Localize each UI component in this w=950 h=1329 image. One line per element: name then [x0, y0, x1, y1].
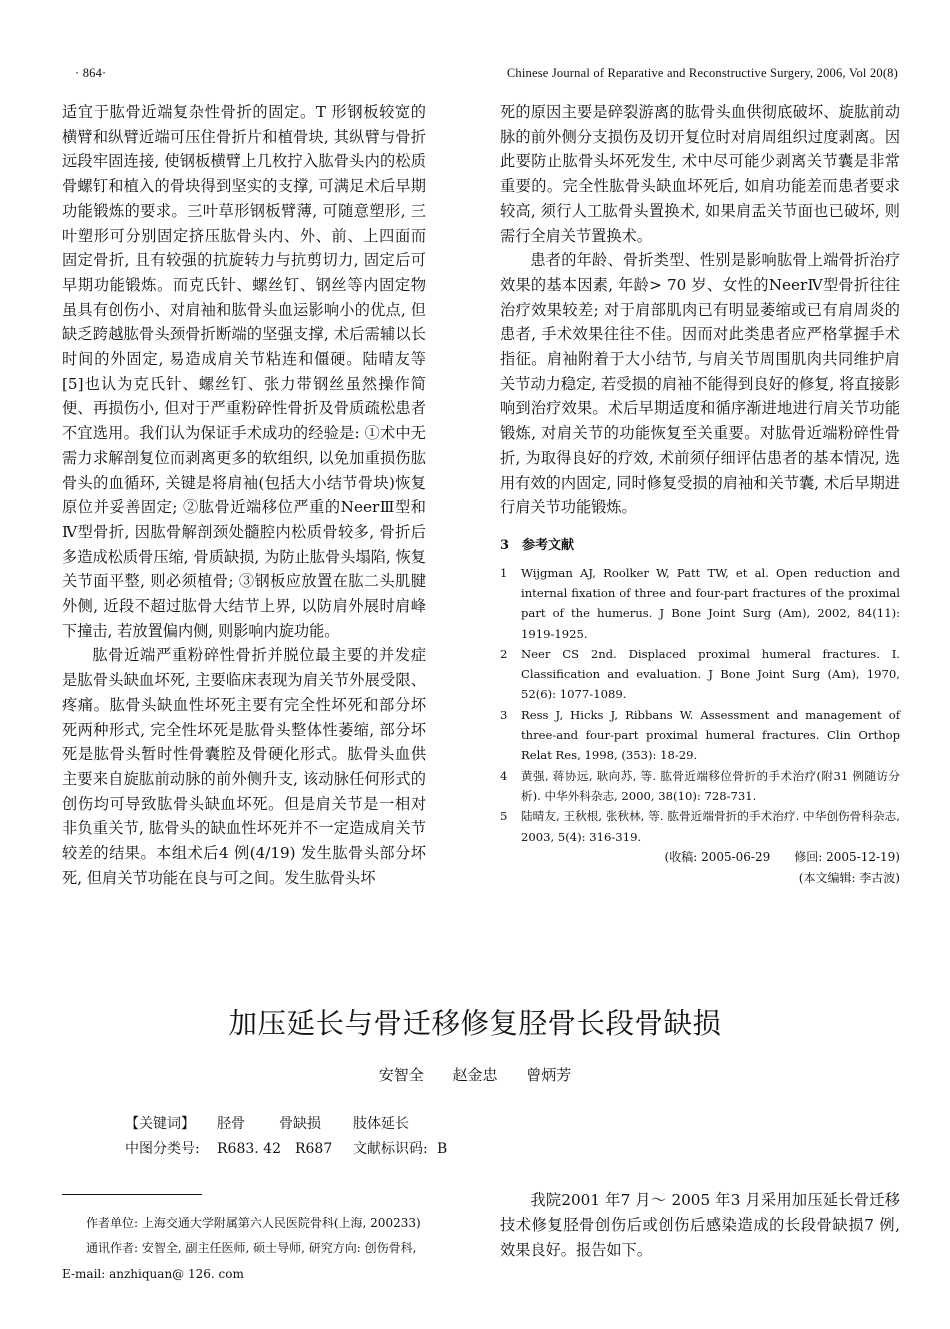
body-paragraph: 死的原因主要是碎裂游离的肱骨头血供彻底破坏、旋肱前动脉的前外侧分支损伤及切开复位时对肩周组织过度剥离。因此要防止肱骨头坏死发生, 术中尽可能少剥离关节囊是非常重要的。完全性肱骨头缺血坏死后, 如肩功能差而患者要求较高, 须行人工肱骨头置换术, 如果肩盂关节面也已破坏, 则需行全肩关节置换术。: [500, 103, 900, 245]
reference-item: 3 Ress J, Hicks J, Ribbans W. Assessment and management of three-and four-part proximal humeral fractures. Clin Orthop Relat Res, 1998, (353): 18-29.: [500, 707, 900, 763]
left-column: [62, 100, 426, 891]
author: 赵金忠: [452, 1066, 498, 1084]
page-number: · 864·: [75, 66, 107, 80]
right-column: [500, 100, 900, 889]
editor-note: (本文编辑: 李古波): [798, 870, 900, 885]
clc-label: 中图分类号:: [125, 1141, 200, 1157]
reference-item: 5 陆晴友, 王秋根, 张秋林, 等. 肱骨近端骨折的手术治疗. 中华创伤骨科杂志, 2003, 5(4): 316-319.: [500, 809, 900, 844]
references-heading: 3 参考文献: [500, 537, 575, 553]
reference-item: 2 Neer CS 2nd. Displaced proximal humeral fractures. I. Classification and evaluation. J Bone Joint Surg (Am), 1970, 52(6): 1077-1089.: [500, 646, 900, 702]
keywords-block: [125, 1112, 447, 1162]
journal-header: Chinese Journal of Reparative and Reconstructive Surgery, 2006, Vol 20(8): [506, 66, 898, 80]
keyword: 胫骨: [217, 1116, 245, 1132]
correspondence: 通讯作者: 安智全, 副主任医师, 硕士导师, 研究方向: 创伤骨科,: [86, 1241, 417, 1255]
intro-paragraph: 我院2001 年7 月～ 2005 年3 月采用加压延长骨迁移技术修复胫骨创伤后或创伤后感染造成的长段骨缺损7 例, 效果良好。报告如下。: [500, 1191, 900, 1259]
author: 安智全: [378, 1066, 424, 1084]
affiliation: 作者单位: 上海交通大学附属第六人民医院骨科(上海, 200233): [86, 1216, 421, 1230]
author: 曾炳芳: [526, 1066, 572, 1084]
body-paragraph: 患者的年龄、骨折类型、性别是影响肱骨上端骨折治疗效果的基本因素, 年龄> 70 岁、女性的NeerⅣ型骨折往往治疗效果较差; 对于肩部肌肉已有明显萎缩或已有肩周炎的患者, 手术效果往往不佳。因而对此类患者应严格掌握手术指征。肩袖附着于大小结节, 与肩关节周围肌肉共同维护肩关节动力稳定, 若受损的肩袖不能得到良好的修复, 将直接影响到治疗效果。术后早期适度和循序渐进地进行肩关节功能锻炼, 对肩关节的功能恢复至关重要。对肱骨近端粉碎性骨折, 为取得良好的疗效, 术前须仔细评估患者的基本情况, 选用有效的内固定, 同时修复受损的肩袖和关节囊, 术后早期进行肩关节功能锻炼。: [500, 251, 900, 517]
body-paragraph: 肱骨近端严重粉碎性骨折并脱位最主要的并发症是肱骨头缺血坏死, 主要临床表现为肩关节外展受限、疼痛。肱骨头缺血性坏死主要有完全性坏死和部分坏死两种形式, 完全性坏死是肱骨头整体性萎缩, 部分坏死是肱骨头暂时性骨囊腔及骨硬化形式。肱骨头血供主要来自旋肱前动脉的前外侧升支, 该动脉任何形式的创伤均可导致肱骨头缺血坏死。但是肩关节是一相对非负重关节, 肱骨头的缺血性坏死并不一定造成肩关节较差的结果。本组术后4 例(4/19) 发生肱骨头部分坏死, 但肩关节功能在良与可之间。发生肱骨头坏: [62, 646, 426, 887]
reference-item: 1 Wijgman AJ, Roolker W, Patt TW, et al. Open reduction and internal fixation of three and four-part fractures of the proximal part of the humerus. J Bone Joint Surg (Am), 2002, 84(11): 1919-1925.: [500, 565, 900, 641]
reference-list: [500, 563, 900, 847]
article-title: 加压延长与骨迁移修复胫骨长段骨缺损: [228, 1007, 722, 1040]
doc-code-value: B: [437, 1141, 448, 1157]
reference-item: 4 黄强, 蒋协远, 耿向苏, 等. 肱骨近端移位骨折的手术治疗(附31 例随访分析). 中华外科杂志, 2000, 38(10): 728-731.: [500, 768, 900, 803]
body-paragraph: 适宜于肱骨近端复杂性骨折的固定。T 形钢板较宽的横臂和纵臂近端可压住骨折片和植骨块, 其纵臂与骨折远段牢固连接, 使钢板横臂上几枚拧入肱骨头内的松质骨螺钉和植入的骨块得到坚实的支撑, 可满足术后早期功能锻炼的要求。三叶草形钢板臂薄, 可随意塑形, 三叶塑形可分别固定挤压肱骨头内、外、前、上四面而固定骨折, 且有较强的抗旋转力与抗剪切力, 固定后可早期功能锻炼。而克氏针、螺丝钉、钢丝等内固定物虽具有创伤小、对肩袖和肱骨头血运影响小的优点, 但缺乏跨越肱骨头颈骨折断端的坚强支撑, 术后需辅以长时间的外固定, 易造成肩关节粘连和僵硬。陆晴友等[5]也认为克氏针、螺丝钉、张力带钢丝虽然操作简便、再损伤小, 但对于严重粉碎性骨折及骨质疏松患者不宜选用。我们认为保证手术成功的经验是: ①术中无需力求解剖复位而剥离更多的软组织, 以免加重损伤肱骨头的血循环, 关键是将肩袖(包括大小结节骨块)恢复原位并妥善固定; ②肱骨近端移位严重的NeerⅢ型和Ⅳ型骨折, 因肱骨解剖颈处髓腔内松质骨较多, 骨折后多造成松质骨压缩, 骨质缺损, 为防止肱骨头塌陷, 恢复关节面平整, 则必须植骨; ③钢板应放置在肱二头肌腱外侧, 近段不超过肱骨大结节上界, 以防肩外展时肩峰下撞击, 若放置偏内侧, 则影响内旋功能。: [62, 103, 426, 640]
keyword: 肢体延长: [353, 1116, 409, 1132]
keywords-label: 【关键词】: [125, 1116, 195, 1132]
doc-code-label: 文献标识码:: [353, 1141, 428, 1157]
clc-value: R683. 42 R687: [217, 1141, 333, 1157]
email: E-mail: anzhiquan@ 126. com: [62, 1267, 244, 1281]
keyword: 骨缺损: [279, 1116, 321, 1132]
footnote-divider: [62, 1194, 202, 1195]
received-dates: (收稿: 2005-06-29 修回: 2005-12-19): [664, 849, 900, 864]
author-list: [0, 1064, 950, 1085]
